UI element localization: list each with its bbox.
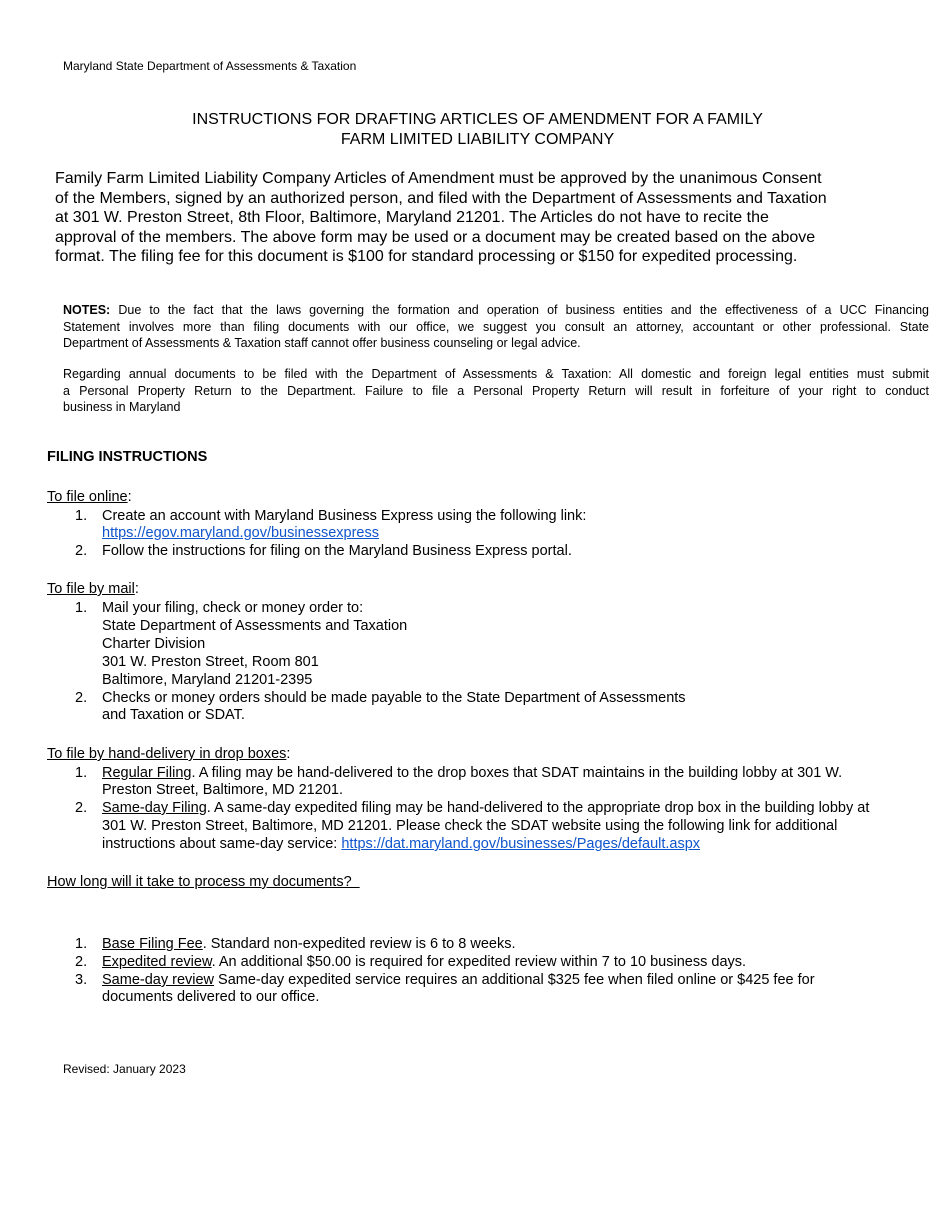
online-step-1: Create an account with Maryland Business Express using the following link:	[102, 508, 587, 524]
hand-step-2: Same-day Filing. A same-day expedited filing may be hand-delivered to the appropriate drop box in the building lobby at	[102, 800, 870, 816]
list-number: 1.	[75, 765, 88, 781]
file-by-mail-heading: To file by mail:	[47, 581, 139, 597]
base-filing-fee-term: Base Filing Fee	[102, 936, 203, 952]
annual-line: a Personal Property Return to the Department. Failure to file a Personal Property Return will result in forfeiture of your right to conduct	[63, 383, 929, 398]
notes-line: Department of Assessments & Taxation staff cannot offer business counseling or legal advice.	[63, 336, 581, 350]
notes-paragraph	[63, 302, 929, 352]
same-day-review-cont: documents delivered to our office.	[102, 989, 320, 1005]
intro-line: approval of the members. The above form may be used or a document may be created based on the above	[55, 228, 816, 246]
same-day-review-term: Same-day review	[102, 972, 215, 988]
annual-line: business in Maryland	[63, 400, 181, 414]
filing-instructions-heading: FILING INSTRUCTIONS	[47, 449, 208, 465]
mail-address-line: Baltimore, Maryland 21201-2395	[102, 672, 313, 688]
file-online-heading: To file online:	[47, 489, 132, 505]
intro-line: of the Members, signed by an authorized person, and filed with the Department of Assessments and Taxation	[55, 189, 827, 207]
mail-address-line: Charter Division	[102, 636, 206, 652]
annual-line: Regarding annual documents to be filed with the Department of Assessments & Taxation: All domestic and foreign legal entities must submit	[63, 367, 929, 381]
list-number: 2.	[75, 800, 88, 816]
base-filing-item: Base Filing Fee. Standard non-expedited review is 6 to 8 weeks.	[102, 936, 516, 952]
list-number: 1.	[75, 600, 88, 616]
mail-step-1: Mail your filing, check or money order to:	[102, 600, 364, 616]
notes-line: NOTES: Due to the fact that the laws governing the formation and operation of business entities and the effectiveness of a UCC Financing	[63, 303, 929, 317]
list-number: 1.	[75, 508, 88, 524]
mail-address-line: 301 W. Preston Street, Room 801	[102, 654, 319, 670]
list-number: 2.	[75, 954, 88, 970]
intro-paragraph	[55, 169, 905, 267]
online-step-2: Follow the instructions for filing on the Maryland Business Express portal.	[102, 543, 572, 559]
title-line-2: FARM LIMITED LIABILITY COMPANY	[340, 131, 615, 148]
list-number: 2.	[75, 690, 88, 706]
list-number: 1.	[75, 936, 88, 952]
hand-step-1: Regular Filing. A filing may be hand-delivered to the drop boxes that SDAT maintains in the building lobby at 301 W.	[102, 765, 843, 781]
sdat-businesses-link[interactable]: https://dat.maryland.gov/businesses/Pages/default.aspx	[341, 836, 701, 852]
intro-line: at 301 W. Preston Street, 8th Floor, Baltimore, Maryland 21201. The Articles do not have to recite the	[55, 209, 769, 226]
expedited-review-term: Expedited review	[102, 954, 212, 970]
hand-step-1-cont: Preston Street, Baltimore, MD 21201.	[102, 782, 343, 798]
title-line-1: INSTRUCTIONS FOR DRAFTING ARTICLES OF AMENDMENT FOR A FAMILY	[192, 111, 763, 128]
mail-address-line: State Department of Assessments and Taxation	[102, 618, 408, 634]
annual-documents-paragraph	[63, 366, 929, 416]
mail-step-2-cont: and Taxation or SDAT.	[102, 707, 245, 723]
intro-line: format. The filing fee for this document is $100 for standard processing or $150 for expedited processing.	[55, 248, 798, 265]
regular-filing-term: Regular Filing	[102, 765, 192, 781]
revision-date: Revised: January 2023	[63, 1062, 186, 1076]
list-number: 3.	[75, 972, 88, 988]
mail-step-2: Checks or money orders should be made payable to the State Department of Assessments	[102, 690, 686, 706]
hand-delivery-heading: To file by hand-delivery in drop boxes:	[47, 746, 291, 762]
same-day-filing-term: Same-day Filing	[102, 800, 207, 816]
intro-line: Family Farm Limited Liability Company Articles of Amendment must be approved by the unanimous Consent	[55, 170, 822, 187]
list-number: 2.	[75, 543, 88, 559]
agency-name: Maryland State Department of Assessments & Taxation	[63, 59, 357, 73]
notes-label: NOTES:	[63, 303, 111, 317]
hand-step-2-cont: 301 W. Preston Street, Baltimore, MD 21201. Please check the SDAT website using the following link for additional	[102, 818, 838, 834]
same-day-review-item: Same-day review Same-day expedited service requires an additional $325 fee when filed online or $425 fee for	[102, 972, 815, 988]
notes-line: Statement involves more than filing documents with our office, we suggest you consult an attorney, accountant or other professional. State	[63, 319, 929, 334]
business-express-link[interactable]: https://egov.maryland.gov/businessexpress	[102, 525, 379, 541]
page-title	[100, 110, 855, 150]
expedited-review-item: Expedited review. An additional $50.00 is required for expedited review within 7 to 10 business days.	[102, 954, 747, 970]
online-link-row	[102, 524, 379, 542]
processing-time-heading: How long will it take to process my documents?	[47, 874, 360, 890]
hand-step-2-cont: instructions about same-day service: https://dat.maryland.gov/businesses/Pages/default.aspx	[102, 836, 701, 852]
